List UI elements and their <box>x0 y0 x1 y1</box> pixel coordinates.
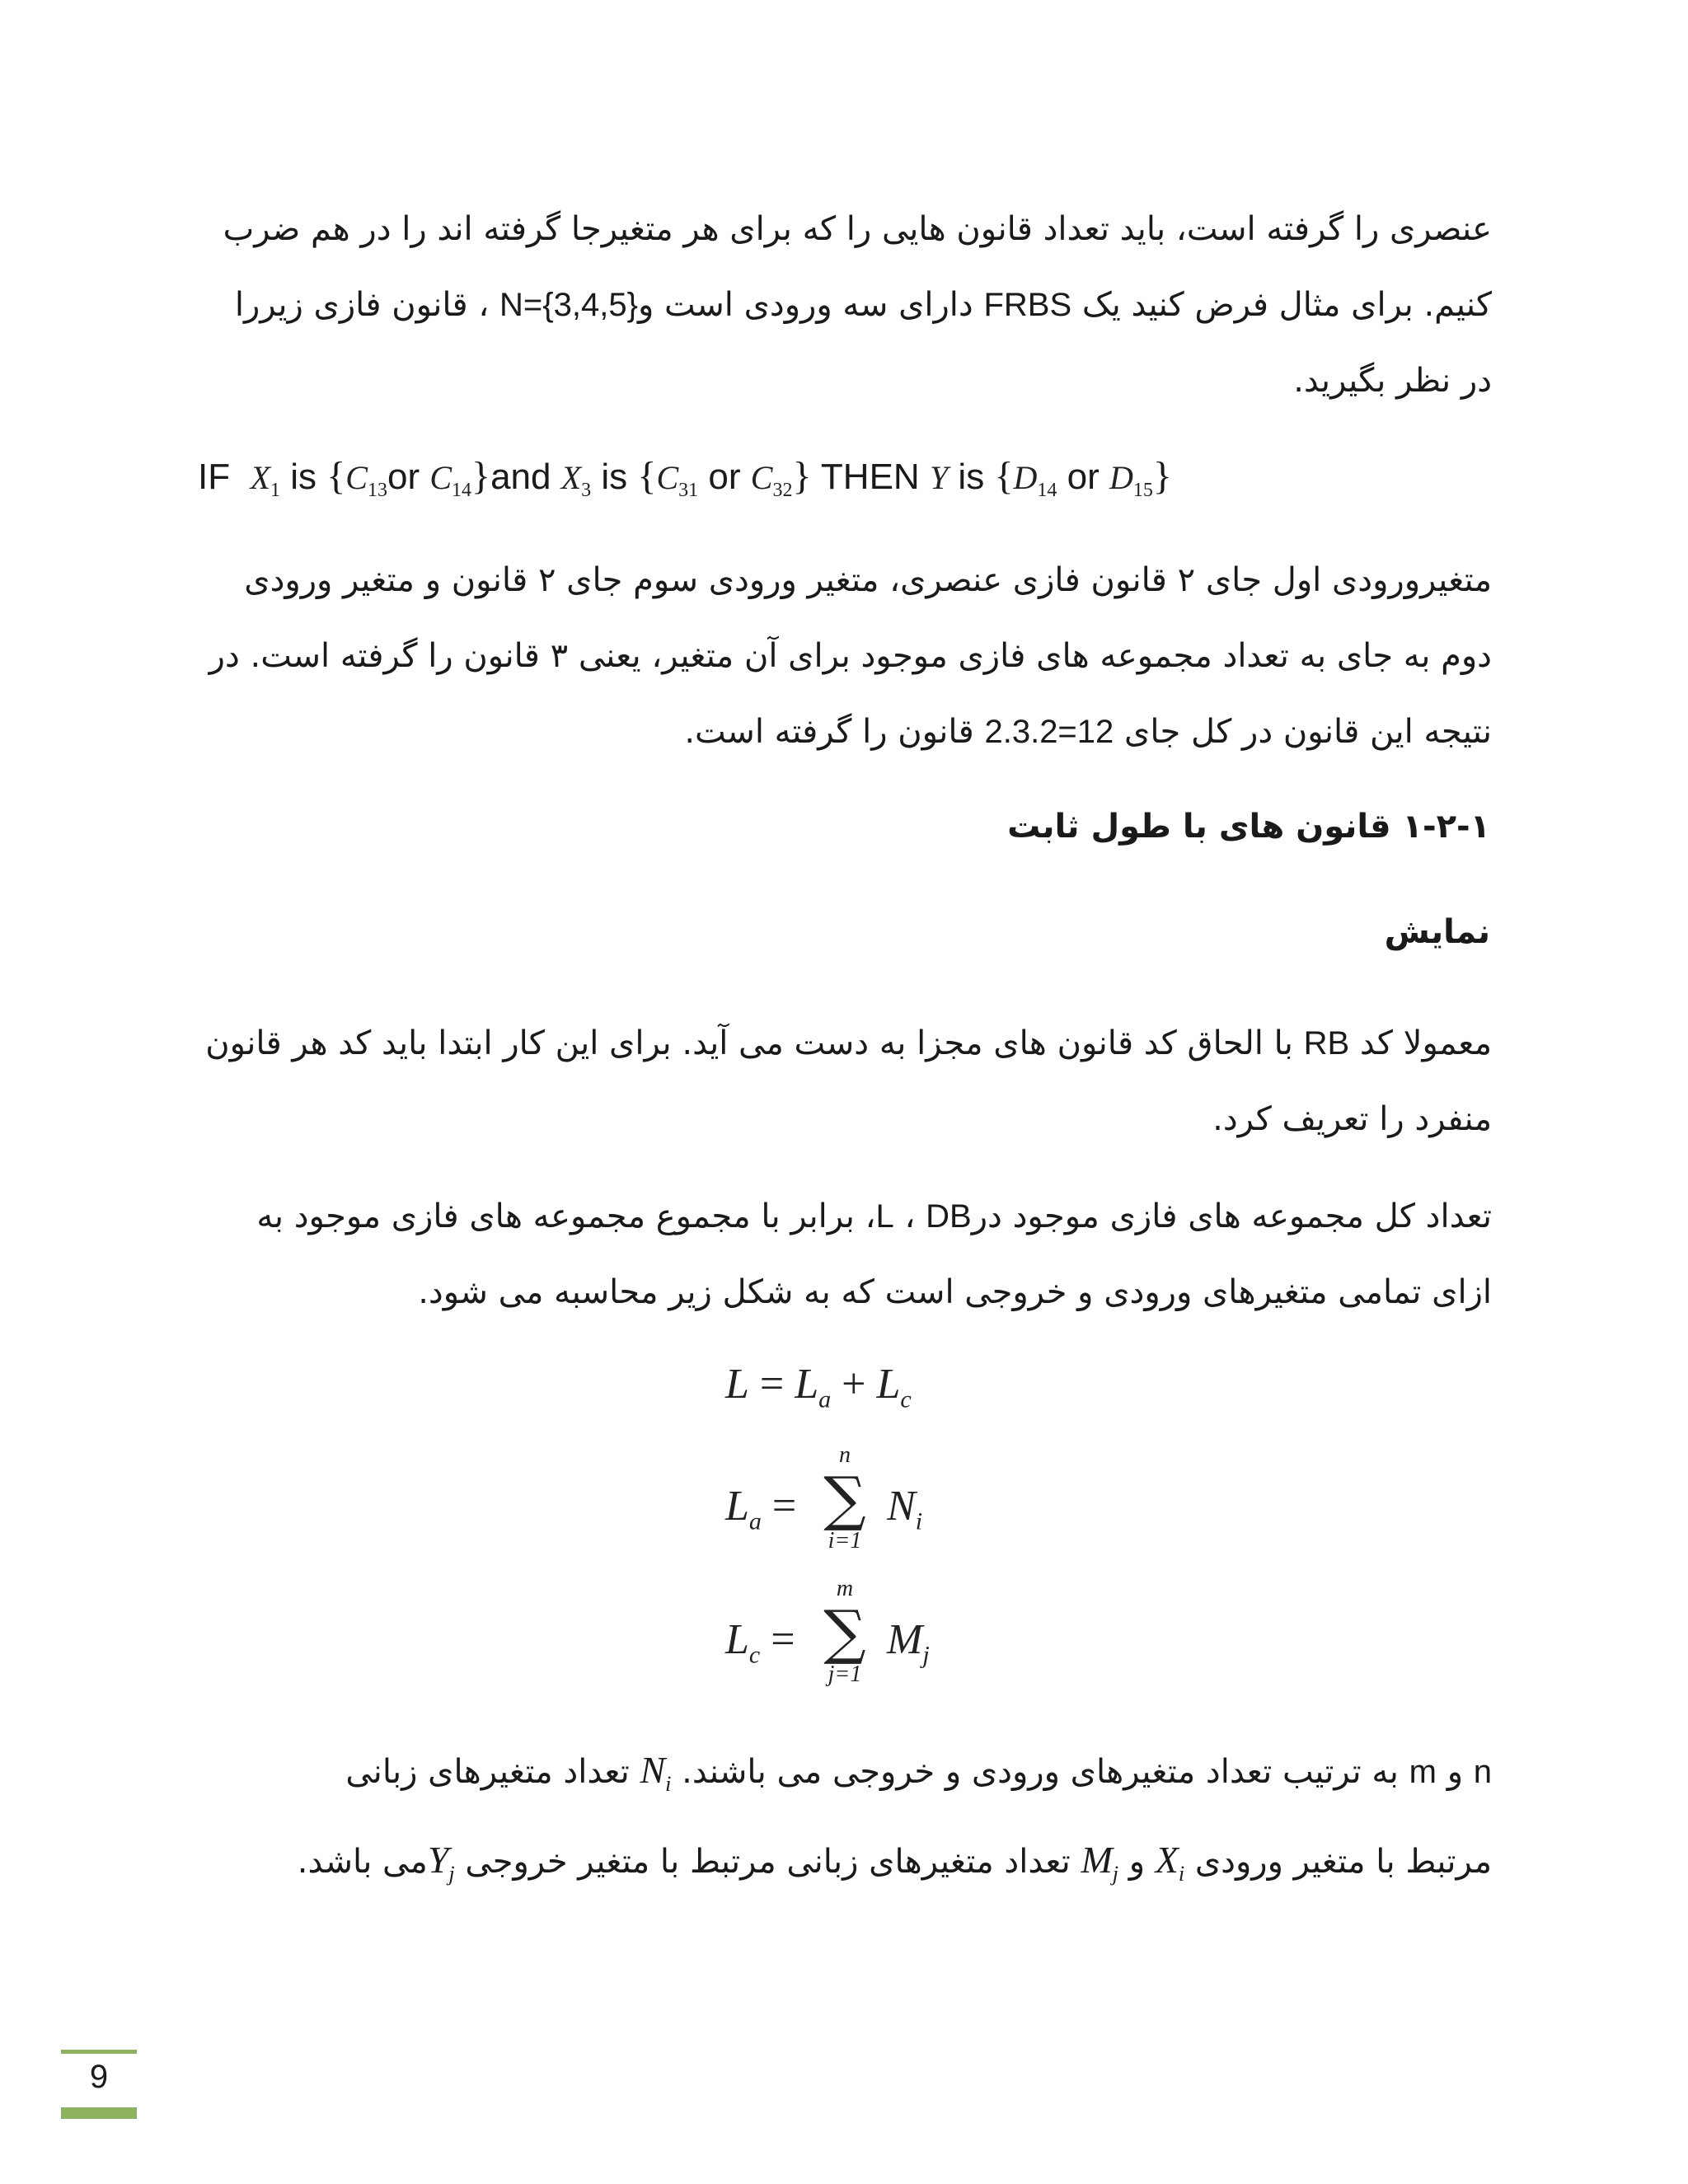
text-run: نتیجه این قانون در کل جای <box>1124 713 1492 751</box>
rule-or-keyword: or <box>1067 457 1100 497</box>
paragraph-5-line-1 <box>198 1732 1492 1822</box>
set-expression: N={3,4,5} <box>499 287 638 323</box>
paragraph-3 <box>198 1005 1492 1157</box>
formula-total-sets: $L = L_a + L_c$ <box>725 1361 912 1413</box>
symbol-mj: $M_j$ <box>1081 1839 1119 1886</box>
paragraph-2-line-2: دوم به جای به تعداد مجموعه های فازی موجود برای آن متغیر، یعنی ۳ قانون را گرفته است. در <box>209 637 1492 675</box>
footer-accent-bar <box>61 2107 137 2119</box>
rule-is-keyword: is <box>601 457 628 497</box>
text-run: و <box>1447 1753 1464 1791</box>
section-heading: ۱-۲-۱ قانون های با طول ثابت <box>1007 808 1490 846</box>
paragraph-4-line-2: ازای تمامی متغیرهای ورودی و خروجی است که به شکل زیر محاسبه می شود. <box>418 1273 1492 1311</box>
rule-var-x3: $X_3$ <box>560 459 592 501</box>
l-term: L <box>875 1198 894 1235</box>
brace: { <box>637 454 657 498</box>
text-run: ، برابر با مجموع مجموعه های فازی موجود به <box>256 1197 876 1235</box>
n-term: n <box>1473 1754 1492 1790</box>
rule-var-x1: $X_1$ <box>250 459 280 501</box>
subsection-heading: نمایش <box>1384 913 1490 951</box>
text-run: معمولا کد <box>1359 1024 1492 1062</box>
frbs-term: FRBS <box>983 287 1072 323</box>
summation-symbol: m ∑ j=1 <box>823 1576 866 1687</box>
text-run: و <box>1128 1843 1146 1882</box>
text-run: ، قانون فازی زیررا <box>234 286 490 324</box>
text-run: کنیم. برای مثال فرض کنید یک <box>1081 286 1492 324</box>
rule-term-c14: $C_{14}$ <box>429 459 472 501</box>
brace: } <box>1152 454 1172 498</box>
rule-term-d14: $D_{14}$ <box>1013 459 1057 501</box>
paragraph-1-line-1: عنصری را گرفته است، باید تعداد قانون هایی را که برای هر متغیرجا گرفته اند را در هم ضرب <box>223 210 1492 248</box>
db-term: DB <box>926 1198 972 1235</box>
rule-term-d15: $D_{15}$ <box>1109 459 1153 501</box>
rule-or-keyword: or <box>387 457 420 497</box>
rule-or-keyword: or <box>708 457 741 497</box>
text-run: مرتبط با متغیر ورودی <box>1194 1843 1492 1882</box>
text-run: تعداد متغیرهای زبانی مرتبط با متغیر خروجی <box>465 1843 1071 1882</box>
m-term: m <box>1409 1754 1437 1790</box>
paragraph-1-line-3: در نظر بگیرید. <box>1293 362 1492 400</box>
text-run: می باشد. <box>297 1843 428 1882</box>
text-run: تعداد متغیرهای زبانی <box>345 1753 630 1791</box>
paragraph-3-line-2: منفرد را تعریف کرد. <box>1212 1100 1492 1138</box>
rule-term-c13: $C_{13}$ <box>345 459 387 501</box>
rule-term-c31: $C_{31}$ <box>656 459 699 501</box>
paragraph-1 <box>198 191 1492 419</box>
text-run: تعداد کل مجموعه های فازی موجود در <box>971 1197 1492 1235</box>
text-run: دارای سه ورودی است و <box>637 286 973 324</box>
formula-rhs: $M_j$ <box>887 1616 930 1669</box>
paragraph-3-line-1 <box>198 1005 1492 1081</box>
rule-is-keyword: is <box>958 457 985 497</box>
text-run: ، <box>904 1197 916 1235</box>
footer-accent-line <box>61 2050 137 2054</box>
brace: { <box>326 454 346 498</box>
rule-is-keyword: is <box>290 457 317 497</box>
rule-term-c32: $C_{32}$ <box>750 459 793 501</box>
paragraph-2 <box>198 542 1492 770</box>
rb-term: RB <box>1303 1025 1350 1062</box>
summation-symbol: n ∑ i=1 <box>823 1442 866 1554</box>
formula-input-sum <box>725 1442 1055 1566</box>
paragraph-1-line-2 <box>198 267 1492 343</box>
text-run: با الحاق کد قانون های مجزا به دست می آید. برای این کار ابتدا باید کد هر قانون <box>205 1024 1293 1062</box>
symbol-ni: $N_i$ <box>640 1749 672 1797</box>
paragraph-2-line-3 <box>198 694 1492 770</box>
rule-if-keyword: IF <box>198 457 231 497</box>
paragraph-2-line-1: متغیرورودی اول جای ۲ قانون فازی عنصری، متغیر ورودی سوم جای ۲ قانون و متغیر ورودی <box>244 561 1492 599</box>
brace: { <box>994 454 1014 498</box>
paragraph-4 <box>198 1179 1492 1330</box>
formula-rhs: $N_i$ <box>887 1483 923 1535</box>
formula-lhs: $L_c$ = <box>725 1616 795 1669</box>
paragraph-4-line-1 <box>198 1179 1492 1254</box>
symbol-yj: $Y_j$ <box>427 1839 455 1886</box>
formula-output-sum <box>725 1576 1055 1699</box>
rule-var-y: Y <box>929 459 949 496</box>
paragraph-5-line-2 <box>198 1822 1492 1912</box>
paragraph-5 <box>198 1732 1492 1912</box>
text-run: قانون را گرفته است. <box>684 713 974 751</box>
product-expression: 2.3.2=12 <box>984 714 1114 750</box>
page-number: 9 <box>89 2059 109 2095</box>
text-run: به ترتیب تعداد متغیرهای ورودی و خروجی می باشند. <box>682 1753 1399 1791</box>
brace: } <box>471 454 491 498</box>
symbol-xi: $X_i$ <box>1155 1839 1185 1886</box>
fuzzy-rule-formula <box>198 453 1484 502</box>
rule-then-keyword: THEN <box>820 457 920 497</box>
rule-and-keyword: and <box>490 457 551 497</box>
formula-lhs: $L_a$ = <box>725 1483 797 1535</box>
brace: } <box>792 454 812 498</box>
